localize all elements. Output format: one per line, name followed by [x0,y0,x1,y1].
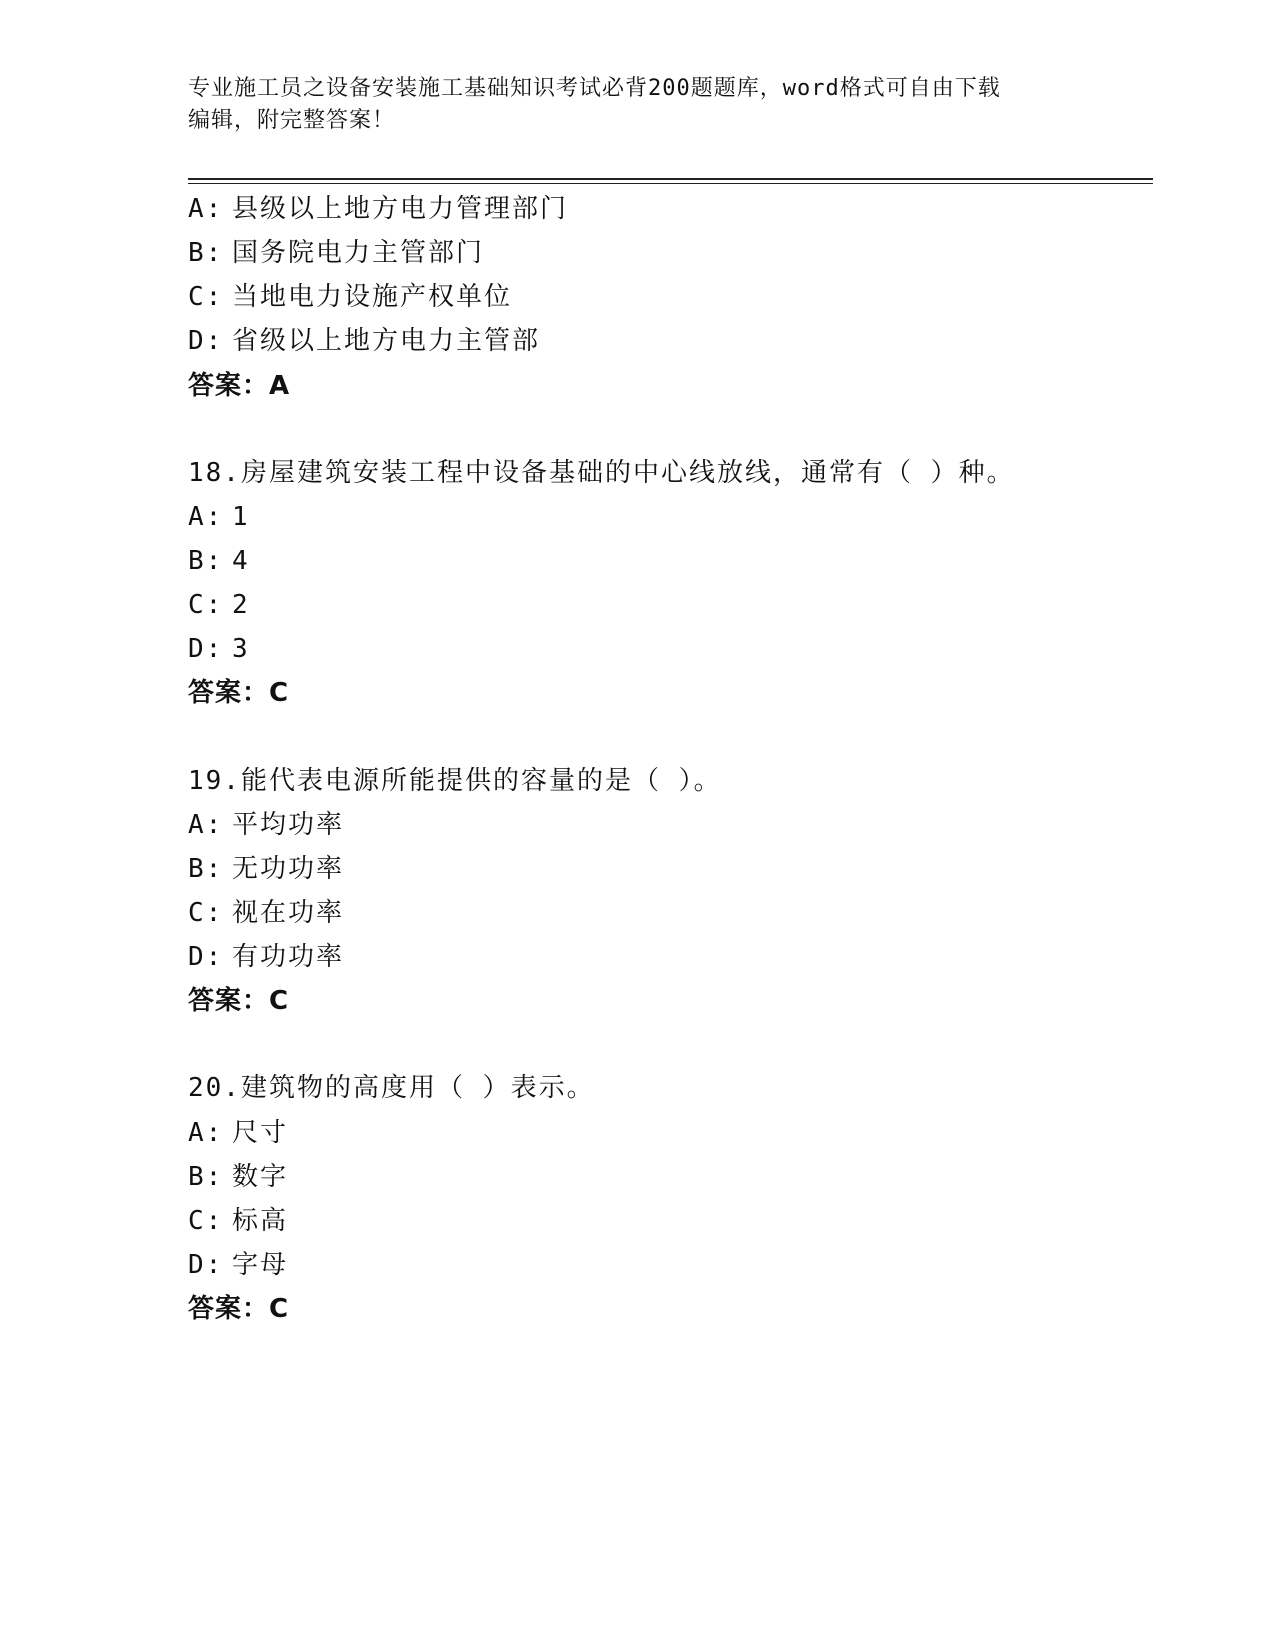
q18-answer: 答案：C [188,678,290,708]
document-header [188,73,1088,137]
option-text: 尺寸 [232,1118,289,1148]
option-label: C: [188,898,224,928]
option-label: B: [188,1162,224,1192]
q18-option-d [188,629,250,669]
q18-question-text: 18.房屋建筑安装工程中设备基础的中心线放线，通常有（ ）种。 [188,458,1015,488]
option-label: C: [188,1206,224,1236]
q17-option-b [188,233,484,273]
q20-answer: 答案：C [188,1294,290,1324]
option-label: C: [188,590,224,620]
option-text: 平均功率 [232,810,345,840]
option-label: D: [188,634,224,664]
q20-option-b [188,1157,288,1197]
q18-option-b [188,541,250,581]
q20-option-d [188,1245,288,1285]
q18-option-a [188,497,250,537]
option-label: B: [188,546,224,576]
option-text: 国务院电力主管部门 [232,238,485,268]
header-title-line-1: 专业施工员之设备安装施工基础知识考试必背200题题库，word格式可自由下载 [188,76,1001,101]
option-label: D: [188,1250,224,1280]
header-title-line-2: 编辑，附完整答案！ [188,108,396,133]
option-text: 4 [232,546,250,576]
option-text: 1 [232,502,250,532]
option-label: B: [188,238,224,268]
option-text: 视在功率 [232,898,345,928]
q17-option-c [188,277,512,317]
option-label: D: [188,942,224,972]
option-text: 3 [232,634,250,664]
q18-option-c [188,585,250,625]
q19-option-d [188,937,344,977]
option-text: 有功功率 [232,942,345,972]
option-label: B: [188,854,224,884]
header-divider-thick [188,178,1153,180]
option-label: C: [188,282,224,312]
option-text: 县级以上地方电力管理部门 [232,194,569,224]
q20-question-text: 20.建筑物的高度用（ ）表示。 [188,1073,595,1103]
q19-question-text: 19.能代表电源所能提供的容量的是（ ）。 [188,766,722,796]
option-label: A: [188,1118,224,1148]
q20-option-c [188,1201,288,1241]
q17-option-d [188,321,540,361]
option-text: 数字 [232,1162,289,1192]
q19-option-a [188,805,344,845]
option-text: 标高 [232,1206,289,1236]
q17-answer: 答案：A [188,371,291,401]
option-text: 字母 [232,1250,289,1280]
q19-answer: 答案：C [188,986,290,1016]
option-text: 2 [232,590,250,620]
option-label: A: [188,502,224,532]
q17-option-a [188,189,568,229]
q19-option-c [188,893,344,933]
q19-option-b [188,849,344,889]
option-text: 无功功率 [232,854,345,884]
option-label: A: [188,810,224,840]
option-label: A: [188,194,224,224]
q20-option-a [188,1113,288,1153]
header-divider-thin [188,183,1153,184]
option-text: 当地电力设施产权单位 [232,282,513,312]
option-label: D: [188,326,224,356]
option-text: 省级以上地方电力主管部 [232,326,541,356]
